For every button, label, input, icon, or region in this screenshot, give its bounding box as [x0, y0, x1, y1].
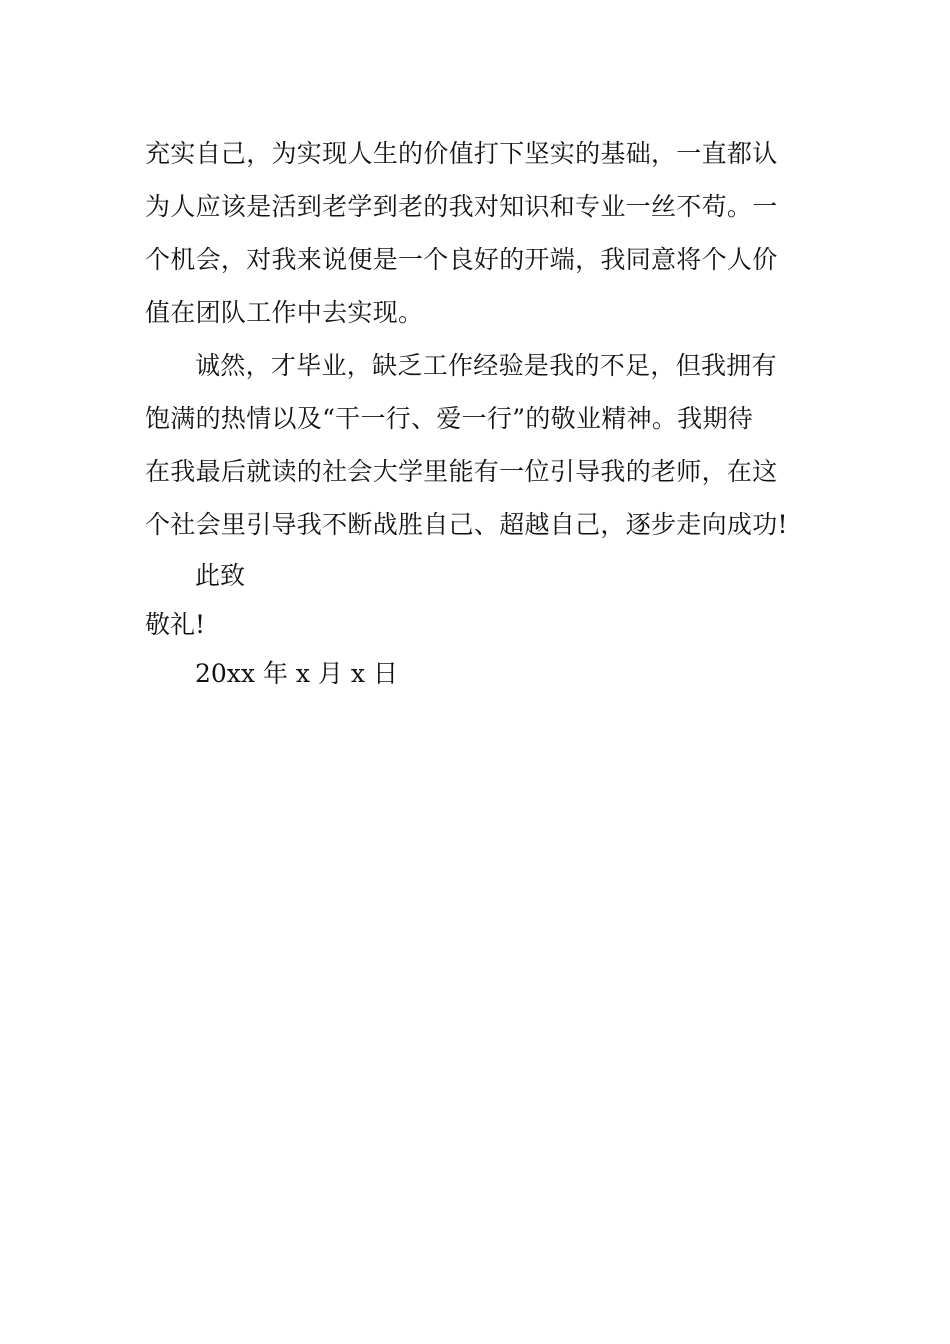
paragraph-2-line: 诚然，才毕业，缺乏工作经验是我的不足，但我拥有 — [195, 351, 777, 380]
paragraph-2-line: 饱满的热情以及“干一行、爱一行”的敬业精神。我期待 — [145, 404, 754, 433]
closing-text: 此致 — [195, 561, 246, 590]
paragraph-1-line: 个机会，对我来说便是一个良好的开端，我同意将个人价 — [145, 245, 778, 274]
date-text: 20xx 年 x 月 x 日 — [195, 659, 398, 688]
paragraph-1 — [145, 127, 807, 339]
paragraph-2-line: 个社会里引导我不断战胜自己、超越自己，逐步走向成功! — [145, 510, 788, 539]
salutation-text: 敬礼! — [145, 610, 206, 639]
letter-body — [145, 127, 807, 698]
paragraph-1-line: 值在团队工作中去实现。 — [145, 298, 424, 327]
paragraph-2 — [145, 339, 807, 551]
paragraph-1-line: 为人应该是活到老学到老的我对知识和专业一丝不苟。一 — [145, 192, 778, 221]
paragraph-2-line: 在我最后就读的社会大学里能有一位引导我的老师，在这 — [145, 457, 778, 486]
paragraph-1-line: 充实自己，为实现人生的价值打下坚实的基础，一直都认 — [145, 139, 778, 168]
